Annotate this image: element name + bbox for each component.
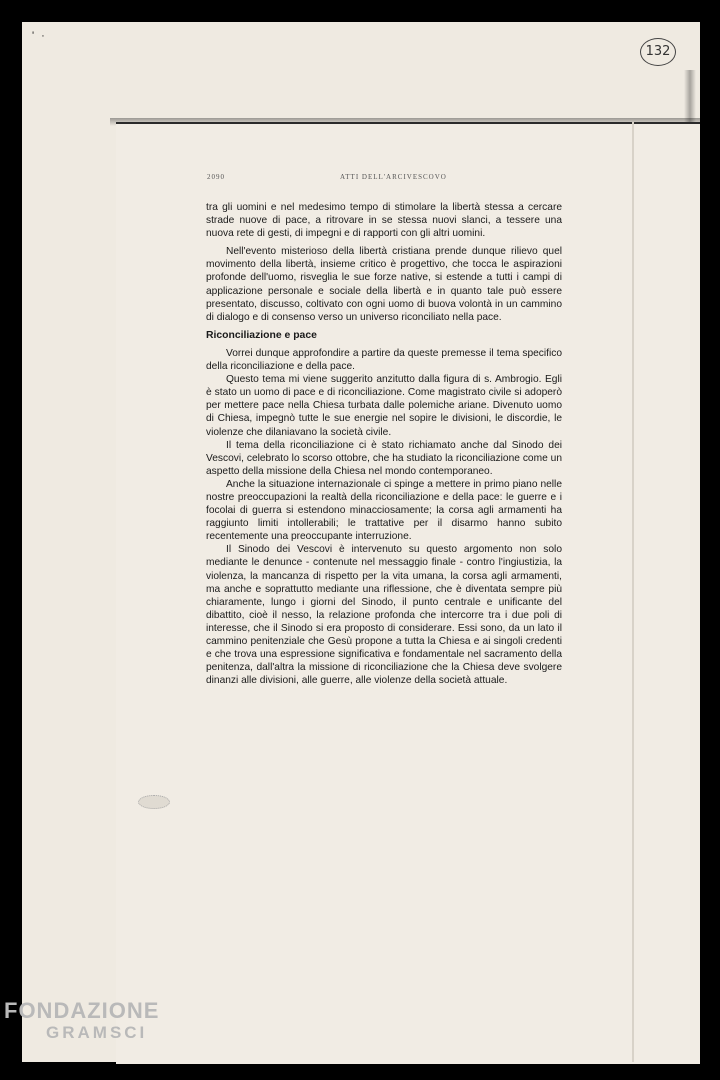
paragraph: tra gli uomini e nel medesimo tempo di stimolare la libertà stessa a cercare strade nuove di pace, a ritrovare in se stessa nuovi slanci, a tessere una nuova rete di gesti, di impegni e di rapporti con gli altri uomini. [206,202,562,240]
paragraph: Anche la situazione internazionale ci spinge a mettere in primo piano nelle nostre preoccupazioni la realtà della riconciliazione e della pace: le guerre e i focolai di guerra si estendono minacciosamente; la corsa agli armamenti ha raggiunto limiti intollerabili; le trattative per il disarmo hanno subito recentemente una preoccupante interruzione. [206,478,562,543]
watermark-logo [4,1000,159,1044]
archive-number-stamp: 132 [640,38,676,66]
paragraph: Questo tema mi viene suggerito anzitutto dalla figura di s. Ambrogio. Egli è stato un uomo di pace e di riconciliazione. Come magistrato civile si adoperò per mettere pace nella Chiesa turbata dalle polemiche ariane. Divenuto uomo di Chiesa, impegnò tutte le sue energie nel sopire le divisioni, le discordie, le violenze che dilaniavano la società civile. [206,374,562,438]
running-head-title: ATTI DELL'ARCIVESCOVO [340,173,447,181]
corner-mark: ' · [32,30,47,42]
document-body [206,201,562,687]
section-heading: Riconciliazione e pace [206,329,317,341]
watermark-line-1: FONDAZIONE [4,998,160,1023]
paper-smudge [138,795,170,809]
paragraph: Vorrei dunque approfondire a partire da queste premesse il tema specifico della riconciliazione e della pace. [206,347,562,373]
watermark-line-2: GRAMSCI [46,1023,148,1042]
paragraph: Il Sinodo dei Vescovi è intervenuto su questo argomento non solo mediante le denunce - contenute nel messaggio finale - contro l'ingiustizia, la violenza, la mancanza di rispetto per la vita umana, la corsa agli armamenti, ma anche e soprattutto mediante una riflessione, che è diventata sempre più chiaramente, lungo i giorni del Sinodo, il punto centrale e unificante del dibattito, cioè il nesso, la relazione profonda che intercorre tra i due poli di interesse, che il Sinodo si era proposto di considerare. Essi sono, da un lato il cammino penitenziale che Gesù propone a tutta la Chiesa e ai singoli credenti e che trova una espressione significativa e fondamentale nel sacramento della penitenza, dall'altra la missione di riconciliazione che la Chiesa deve svolgere dinanzi alle divisioni, alle guerre, alle violenze della società attuale. [206,544,562,687]
paragraph: Il tema della riconciliazione ci è stato richiamato anche dal Sinodo dei Vescovi, celebrato lo scorso ottobre, che ha studiato la riconciliazione come un aspetto della missione della Chiesa nel mondo contemporaneo. [206,439,562,477]
page-fold-line [632,122,634,1062]
page-number: 2090 [207,173,225,181]
paragraph: Nell'evento misterioso della libertà cristiana prende dunque rilievo quel movimento della libertà, insieme critico è progettivo, che tocca le aspirazioni profonde dell'uomo, risveglia le sue forze native, si estende a tutti i campi di applicazione personale e sociale della libertà e in quanto tale può essere presentato, discusso, coltivato con ogni uomo di buova volontà in un cammino di dialogo e di consenso verso un universo riconciliato nella pace. [206,246,562,323]
